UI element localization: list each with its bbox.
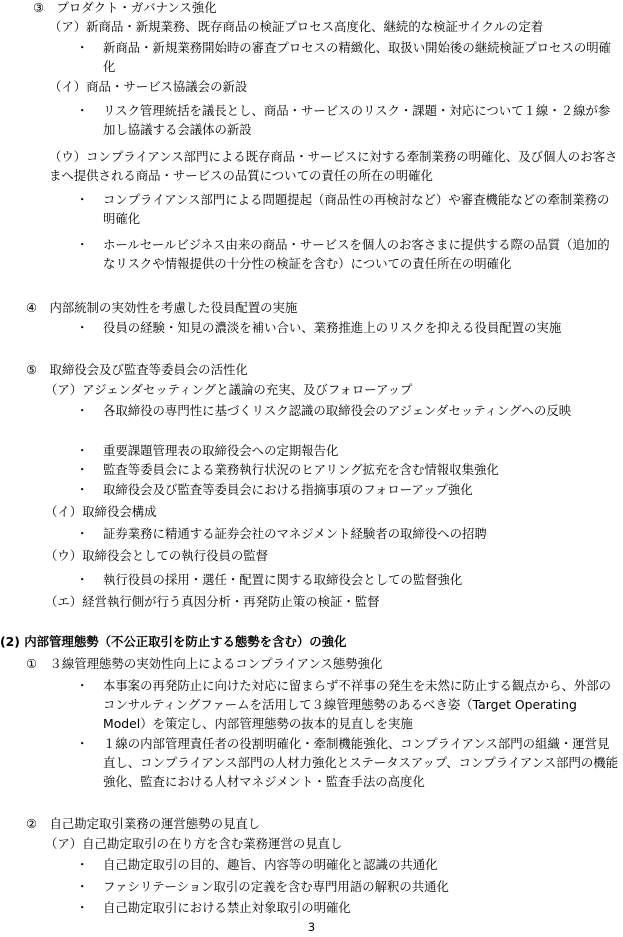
heading-three-lines: ① ３線管理態勢の実効性向上によるコンプライアンス態勢強化	[26, 656, 383, 671]
bullet-text: 執行役員の採用・選任・配置に関する取締役会としての監督強化	[103, 572, 463, 587]
bullet-text: 役員の経験・知見の濃淡を補い合い、業務推進上のリスクを抑える役員配置の実施	[103, 320, 562, 335]
bullet-text: 自己勘定取引の目的、趣旨、内容等の明確化と認識の共通化	[103, 857, 438, 872]
bullet-mark: ・	[76, 879, 89, 894]
bullet-text: 自己勘定取引における禁止対象取引の明確化	[103, 900, 351, 915]
item-i-label: （イ）商品・サービス協議会の新設	[49, 79, 248, 94]
bullet-text: 証券業務に精通する証券会社のマネジメント経験者の取締役への招聘	[103, 526, 487, 541]
bullet-mark: ・	[76, 900, 89, 915]
item-u-label: （ウ）取締役会としての執行役員の監督	[45, 548, 269, 563]
bullet-mark: ・	[76, 192, 89, 207]
item-u-label: （ウ）コンプライアンス部門による既存商品・サービスに対する牽制業務の明確化、及び個人のお客さまへ提供される商品・サービスの品質についての責任の所在の明確化	[49, 149, 618, 183]
bullet-text: コンプライアンス部門による問題提起（商品性の再検討など）や審査機能などの牽制業務の明確化	[103, 192, 610, 226]
bullet-text: 本事案の再発防止に向けた対応に留まらず不祥事の発生を未然に防止する観点から、外部のコンサルティングファームを活用して３線管理態勢のあるべき姿（Target Operating Model）を策定し、内部管理態勢の抜本的見直しを実施	[103, 678, 612, 731]
bullet-mark: ・	[76, 320, 89, 335]
item-i-label: （イ）取締役会構成	[45, 504, 157, 519]
bullet-mark: ・	[76, 736, 89, 751]
heading-officer-placement: ④ 内部統制の実効性を考慮した役員配置の実施	[26, 300, 298, 315]
bullet-mark: ・	[76, 857, 89, 872]
bullet-mark: ・	[76, 40, 89, 55]
bullet-mark: ・	[76, 678, 89, 693]
bullet-text: 取締役会及び監査等委員会における指摘事項のフォローアップ強化	[103, 482, 473, 497]
bullet-mark: ・	[76, 572, 89, 587]
bullet-text: １線の内部管理責任者の役割明確化・牽制機能強化、コンプライアンス部門の組織・運営見直し、コンプライアンス部門の人材力強化とステータスアップ、コンプライアンス部門の機能強化、監査における人材マネジメント・監査手法の高度化	[103, 736, 619, 789]
item-a-label: （ア）自己勘定取引の在り方を含む業務運営の見直し	[45, 836, 343, 851]
heading-proprietary-trading: ② 自己勘定取引業務の運営態勢の見直し	[26, 816, 261, 831]
bullet-text: 監査等委員会による業務執行状況のヒアリング拡充を含む情報収集強化	[103, 462, 499, 477]
item-a-label: （ア）アジェンダセッティングと議論の充実、及びフォローアップ	[45, 382, 413, 397]
item-e-label: （エ）経営執行側が行う真因分析・再発防止策の検証・監督	[45, 594, 380, 609]
heading-product-governance: ③ プロダクト・ガバナンス強化	[33, 0, 217, 15]
bullet-mark: ・	[76, 237, 89, 252]
section-2-heading: (2) 内部管理態勢（不公正取引を防止する態勢を含む）の強化	[0, 634, 347, 649]
bullet-text: ファシリテーション取引の定義を含む専門用語の解釈の共通化	[103, 879, 449, 894]
bullet-text: 各取締役の専門性に基づくリスク認識の取締役会のアジェンダセッティングへの反映	[103, 403, 572, 418]
bullet-mark: ・	[76, 482, 89, 497]
page-number: 3	[307, 920, 316, 934]
bullet-mark: ・	[76, 103, 89, 118]
item-a-label: （ア）新商品・新規業務、既存商品の検証プロセス高度化、継続的な検証サイクルの定着	[49, 19, 544, 34]
bullet-mark: ・	[76, 443, 89, 458]
bullet-text: 新商品・新規業務開始時の審査プロセスの精緻化、取扱い開始後の継続検証プロセスの明確化	[103, 40, 612, 74]
bullet-mark: ・	[76, 462, 89, 477]
bullet-text: リスク管理統括を議長とし、商品・サービスのリスク・課題・対応について１線・２線が参加し協議する会議体の新設	[103, 103, 611, 137]
bullet-text: ホールセールビジネス由来の商品・サービスを個人のお客さまに提供する際の品質（追加的なリスクや情報提供の十分性の検証を含む）についての責任所在の明確化	[103, 237, 610, 271]
heading-board-activation: ⑤ 取締役会及び監査等委員会の活性化	[26, 362, 248, 377]
bullet-mark: ・	[76, 526, 89, 541]
bullet-text: 重要課題管理表の取締役会への定期報告化	[103, 443, 339, 458]
bullet-mark: ・	[76, 403, 89, 418]
